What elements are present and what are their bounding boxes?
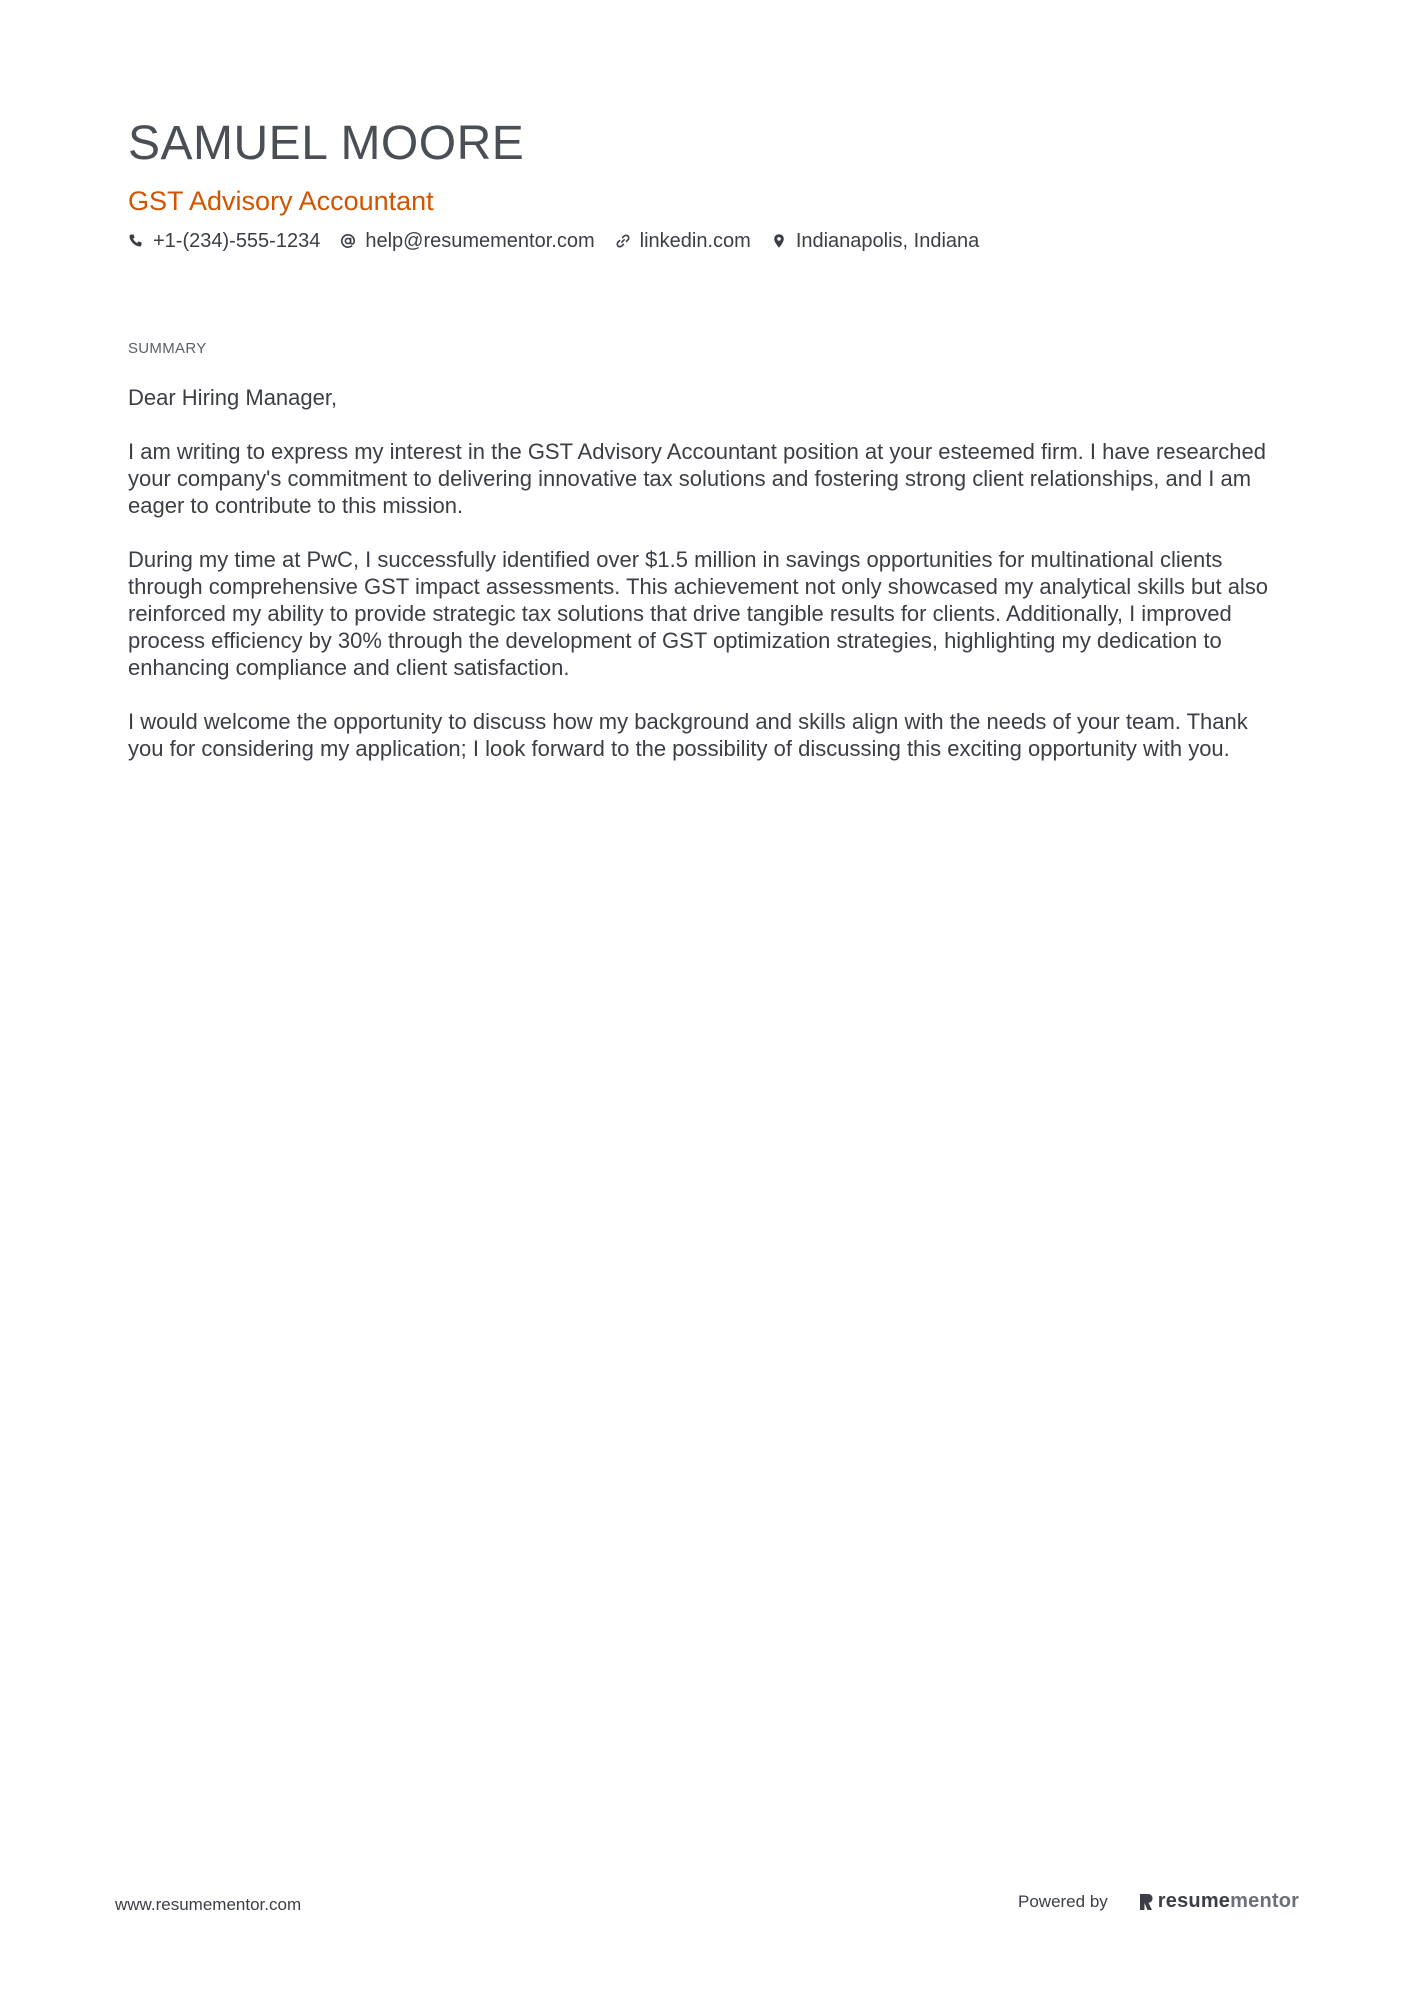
contact-list bbox=[128, 228, 1288, 254]
brand-name-part2: mentor bbox=[1230, 1890, 1300, 1912]
summary-heading: SUMMARY bbox=[128, 340, 207, 357]
candidate-name: SAMUEL MOORE bbox=[128, 117, 525, 170]
phone-icon bbox=[128, 233, 144, 249]
contact-linkedin[interactable] bbox=[615, 228, 751, 254]
footer-powered-by bbox=[1018, 1890, 1299, 1913]
contact-phone bbox=[128, 228, 320, 254]
contact-email-text: help@resumementor.com bbox=[365, 230, 595, 252]
powered-by-label: Powered by bbox=[1018, 1891, 1108, 1911]
letter-salutation: Dear Hiring Manager, bbox=[128, 385, 338, 410]
job-title: GST Advisory Accountant bbox=[128, 186, 434, 216]
contact-phone-text: +1-(234)-555-1234 bbox=[153, 230, 321, 252]
letter-body bbox=[128, 384, 1288, 789]
contact-location bbox=[771, 228, 979, 254]
link-icon bbox=[615, 233, 631, 249]
brand-logo[interactable] bbox=[1138, 1890, 1299, 1913]
at-icon bbox=[340, 233, 356, 249]
location-pin-icon bbox=[771, 233, 787, 249]
footer-website-link[interactable]: www.resumementor.com bbox=[115, 1895, 302, 1914]
letter-paragraph: I would welcome the opportunity to discuss how my background and skills align with the needs of your team. Thank you for considering my application; I look forward to the possibility of discussing this exciting opportunity with you. bbox=[128, 709, 1248, 761]
brand-name-part1: resume bbox=[1157, 1890, 1231, 1912]
letter-paragraph: During my time at PwC, I successfully identified over $1.5 million in savings opportunities for multinational clients through comprehensive GST impact assessments. This achievement not only showcased my analytical skills but also reinforced my ability to provide strategic tax solutions that drive tangible results for clients. Additionally, I improved process efficiency by 30% through the development of GST optimization strategies, highlighting my dedication to enhancing compliance and client satisfaction. bbox=[128, 547, 1269, 680]
contact-email[interactable] bbox=[340, 228, 594, 254]
letter-paragraph: I am writing to express my interest in the GST Advisory Accountant position at your esteemed firm. I have researched your company's commitment to delivering innovative tax solutions and fostering strong client relationships, and I am eager to contribute to this mission. bbox=[128, 439, 1267, 518]
contact-location-text: Indianapolis, Indiana bbox=[795, 230, 980, 252]
resumementor-logo-icon bbox=[1138, 1892, 1154, 1912]
contact-linkedin-text: linkedin.com bbox=[639, 230, 751, 252]
header bbox=[128, 112, 1288, 254]
